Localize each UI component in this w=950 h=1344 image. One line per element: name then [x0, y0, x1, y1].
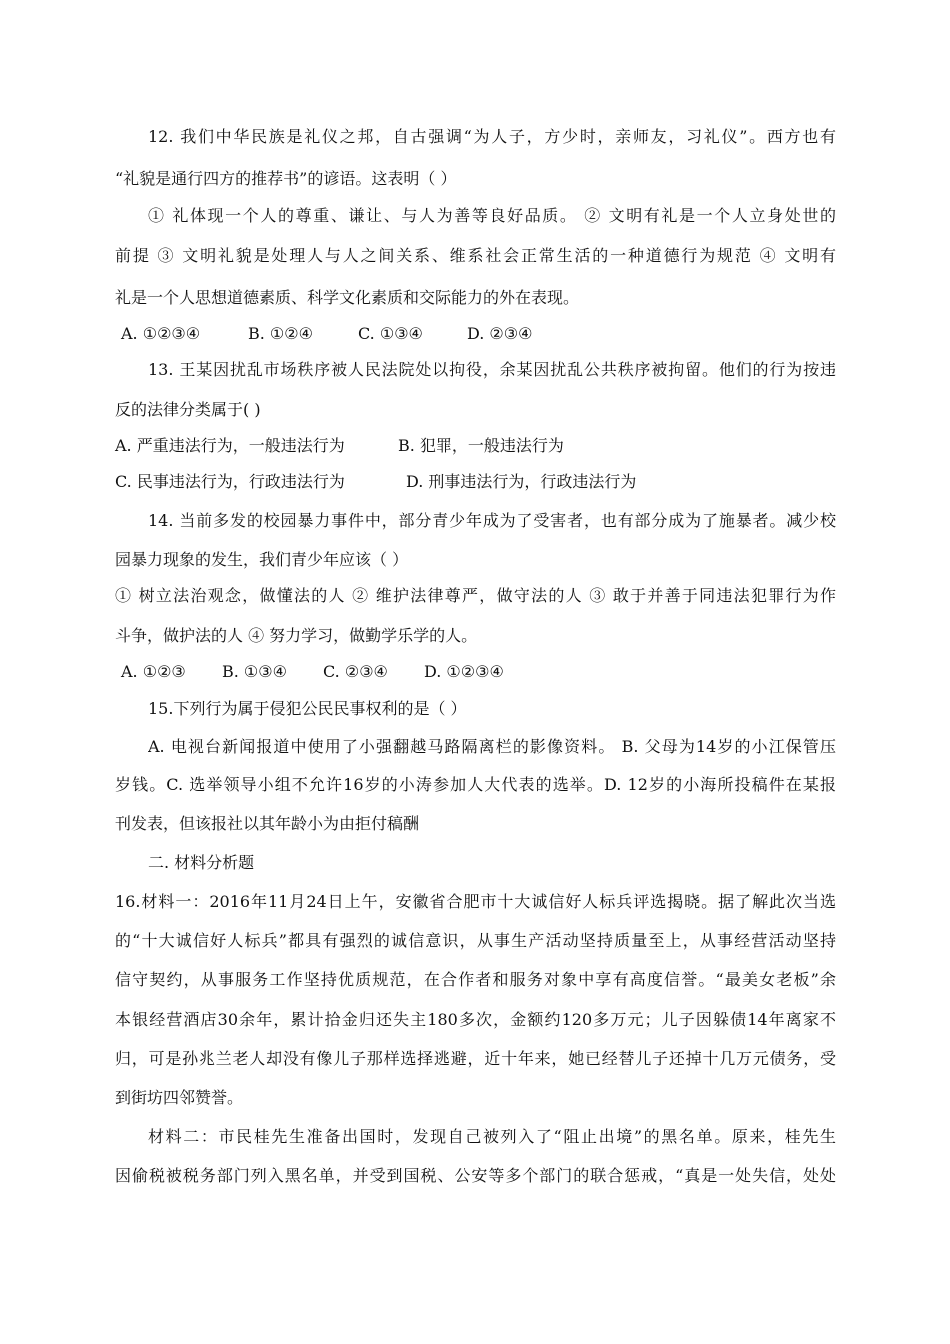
text-line: 归，可是孙兆兰老人却没有像儿子那样选择逃避，近十年来，她已经替儿子还掉十几万元债务，受 — [115, 1049, 836, 1068]
text-line: 因偷税被税务部门列入黑名单，并受到国税、公安等多个部门的联合惩戒，“真是一处失信，处处 — [115, 1166, 836, 1185]
q12-option-a: A. ①②③④ — [121, 324, 201, 343]
text-line: ① 礼体现一个人的尊重、谦让、与人为善等良好品质。 ② 文明有礼是一个人立身处世的 — [148, 206, 836, 225]
text-line: 反的法律分类属于( ) — [115, 400, 261, 419]
text-line: 园暴力现象的发生，我们青少年应该（ ） — [115, 550, 409, 569]
q13-option-d: D. 刑事违法行为，行政违法行为 — [406, 472, 637, 491]
text-line: 斗争，做护法的人 ④ 努力学习，做勤学乐学的人。 — [115, 626, 478, 645]
text-line: 本银经营酒店30余年，累计拾金归还失主180多次，金额约120多万元；儿子因躲债14年离家不 — [115, 1010, 836, 1029]
q14-option-c: C. ②③④ — [323, 662, 388, 681]
text-line: 14. 当前多发的校园暴力事件中，部分青少年成为了受害者，也有部分成为了施暴者。减少校 — [148, 511, 836, 530]
text-line: 的“十大诚信好人标兵”都具有强烈的诚信意识，从事生产活动坚持质量至上，从事经营活动坚持 — [115, 931, 836, 950]
text-line: 礼是一个人思想道德素质、科学文化素质和交际能力的外在表现。 — [115, 288, 580, 307]
q14-option-b: B. ①③④ — [222, 662, 287, 681]
text-line: 二. 材料分析题 — [148, 853, 255, 872]
q12-option-c: C. ①③④ — [358, 324, 423, 343]
text-line: 12. 我们中华民族是礼仪之邦，自古强调“为人子，方少时，亲师友，习礼仪”。西方也有 — [148, 127, 836, 146]
q13-option-b: B. 犯罪，一般违法行为 — [398, 436, 564, 455]
text-line: 岁钱。C. 选举领导小组不允许16岁的小涛参加人大代表的选举。D. 12岁的小海所投稿件在某报 — [115, 775, 836, 794]
text-line: ① 树立法治观念，做懂法的人 ② 维护法律尊严，做守法的人 ③ 敢于并善于同违法犯罪行为作 — [115, 586, 836, 605]
q13-option-c: C. 民事违法行为，行政违法行为 — [115, 472, 345, 491]
q12-option-b: B. ①②④ — [248, 324, 313, 343]
text-line: 16.材料一：2016年11月24日上午，安徽省合肥市十大诚信好人标兵评选揭晓。据了解此次当选 — [115, 892, 836, 911]
q12-option-d: D. ②③④ — [467, 324, 533, 343]
text-line: 15.下列行为属于侵犯公民民事权利的是（ ） — [148, 699, 467, 718]
text-line: 到街坊四邻赞誉。 — [115, 1088, 244, 1107]
text-line: 信守契约，从事服务工作坚持优质规范，在合作者和服务对象中享有高度信誉。“最美女老板”余 — [115, 970, 836, 989]
text-line: 材料二：市民桂先生准备出国时，发现自己被列入了“阻止出境”的黑名单。原来，桂先生 — [148, 1127, 836, 1146]
q14-option-a: A. ①②③ — [121, 662, 186, 681]
text-line: 前提 ③ 文明礼貌是处理人与人之间关系、维系社会正常生活的一种道德行为规范 ④ 文明有 — [115, 246, 836, 265]
text-line: 13. 王某因扰乱市场秩序被人民法院处以拘役，余某因扰乱公共秩序被拘留。他们的行为按违 — [148, 360, 836, 379]
text-line: A. 电视台新闻报道中使用了小强翻越马路隔离栏的影像资料。 B. 父母为14岁的小江保管压 — [148, 737, 836, 756]
text-line: “礼貌是通行四方的推荐书”的谚语。这表明（ ） — [115, 169, 457, 188]
q13-option-a: A. 严重违法行为，一般违法行为 — [115, 436, 345, 455]
q14-option-d: D. ①②③④ — [424, 662, 504, 681]
text-line: 刊发表，但该报社以其年龄小为由拒付稿酬 — [115, 814, 420, 833]
